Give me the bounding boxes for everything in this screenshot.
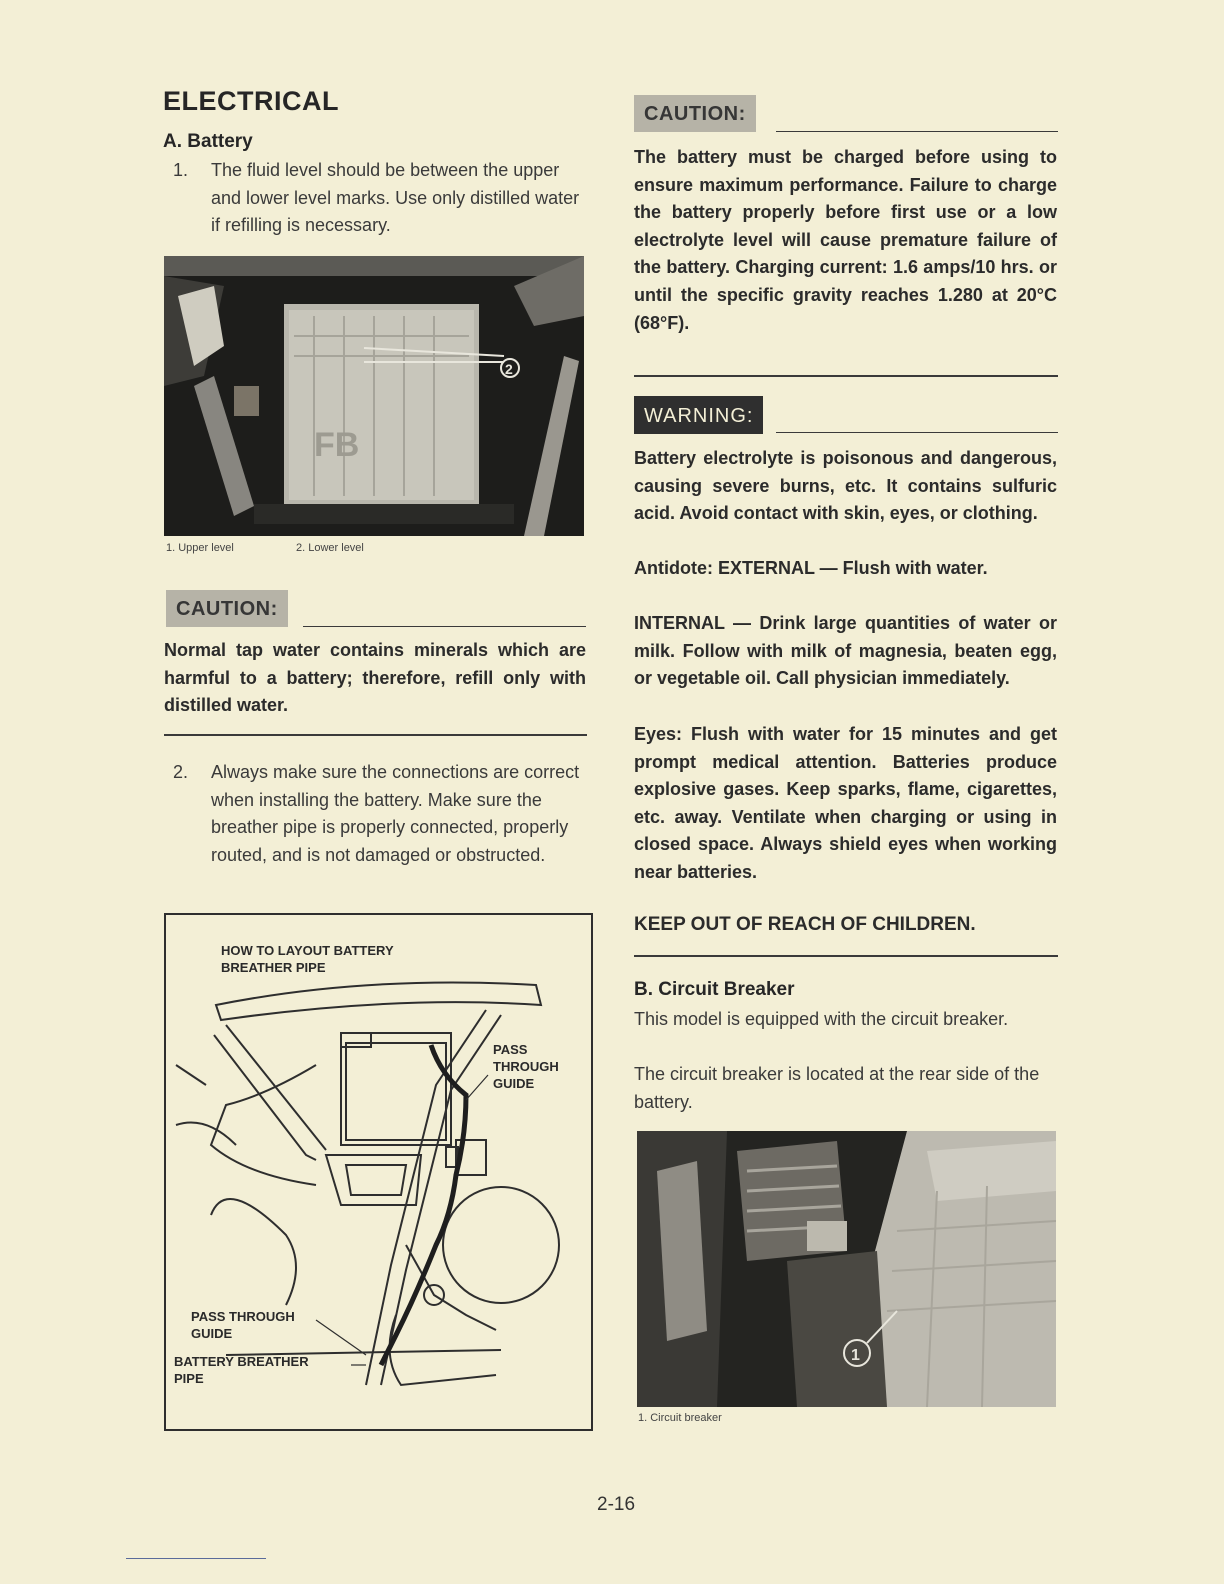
battery-heading: A. Battery: [163, 131, 253, 152]
label-pass-through-top-3: GUIDE: [493, 1076, 535, 1091]
photo-caption-upper: 1. Upper level: [166, 542, 234, 554]
warning-internal: INTERNAL — Drink large quantities of water or milk. Follow with milk of magnesia, beaten egg, or vegetable oil. Call physician immediately.: [634, 613, 1057, 689]
label-pass-through-top-1: PASS: [493, 1042, 528, 1057]
battery-item-2: [173, 759, 587, 869]
warning-rule: [776, 432, 1058, 433]
circuit-breaker-heading: B. Circuit Breaker: [634, 979, 795, 1000]
item-2-number: 2.: [173, 762, 189, 782]
svg-text:FB: FB: [314, 426, 360, 464]
circuit-breaker-photo: [637, 1131, 1056, 1407]
circuit-breaker-caption: 1. Circuit breaker: [638, 1412, 722, 1424]
label-breather-pipe-2: PIPE: [174, 1371, 204, 1386]
circuit-breaker-text-1: This model is equipped with the circuit breaker.: [634, 1009, 1009, 1029]
photo-callout-1: 1: [851, 1347, 860, 1364]
frame-drawing: [166, 915, 591, 1429]
battery-item-1: [173, 157, 587, 240]
caution-right-rule: [776, 131, 1058, 132]
caution-left-rule: [303, 626, 586, 627]
keep-out-notice: KEEP OUT OF REACH OF CHILDREN.: [634, 914, 976, 935]
item-2-text: Always make sure the connections are correct when installing the battery. Make sure the breather pipe is properly connected, properly routed, and is not damaged or obstructed.: [211, 762, 580, 865]
warning-end-rule: [634, 955, 1058, 957]
caution-badge-right: CAUTION:: [634, 95, 756, 132]
item-1-number: 1.: [173, 160, 189, 180]
warning-badge: WARNING:: [634, 396, 763, 434]
battery-photo-graphic: [164, 256, 584, 536]
section-title: ELECTRICAL: [163, 86, 339, 116]
label-pass-through-top-2: THROUGH: [493, 1059, 559, 1074]
caution-right-text: The battery must be charged before using to ensure maximum performance. Failure to charge the battery properly before first use or a low electrolyte level will cause premature failure of the battery. Charging current: 1.6 amps/10 hrs. or until the specific gravity reaches 1.280 at 20°C (68°F).: [634, 147, 1057, 333]
page-number: 2-16: [597, 1494, 636, 1515]
warning-eyes: Eyes: Flush with water for 15 minutes and get prompt medical attention. Batteries produce explosive gases. Keep sparks, flame, cigarettes, etc. away. Ventilate when charging or using in closed space. Always shield eyes when working near batteries.: [634, 724, 1057, 882]
label-pass-through-bottom-1: PASS THROUGH: [191, 1309, 295, 1324]
caution-badge-left: CAUTION:: [166, 590, 288, 627]
footer-rule: [126, 1558, 266, 1559]
label-pass-through-bottom-2: GUIDE: [191, 1326, 233, 1341]
caution-left-end-rule: [164, 734, 587, 736]
diagram-title-line2: BREATHER PIPE: [221, 960, 326, 975]
label-breather-pipe-1: BATTERY BREATHER: [174, 1354, 309, 1369]
circuit-breaker-photo-graphic: [637, 1131, 1056, 1407]
warning-antidote: Antidote: EXTERNAL — Flush with water.: [634, 558, 988, 578]
warning-para-1: Battery electrolyte is poisonous and dangerous, causing severe burns, etc. It contains sulfuric acid. Avoid contact with skin, eyes, or clothing.: [634, 448, 1057, 524]
caution-left-text: Normal tap water contains minerals which are harmful to a battery; therefore, refill only with distilled water.: [164, 640, 586, 716]
breather-pipe-diagram: [164, 913, 593, 1431]
battery-photo: [164, 256, 584, 536]
caution-right-end-rule: [634, 375, 1058, 377]
circuit-breaker-text-2: The circuit breaker is located at the rear side of the battery.: [634, 1064, 1040, 1112]
photo-caption-lower: 2. Lower level: [296, 542, 364, 554]
diagram-title-line1: HOW TO LAYOUT BATTERY: [221, 943, 394, 958]
photo-callout-2: 2: [505, 361, 513, 377]
item-1-text: The fluid level should be between the upper and lower level marks. Use only distilled water if refilling is necessary.: [211, 160, 580, 235]
